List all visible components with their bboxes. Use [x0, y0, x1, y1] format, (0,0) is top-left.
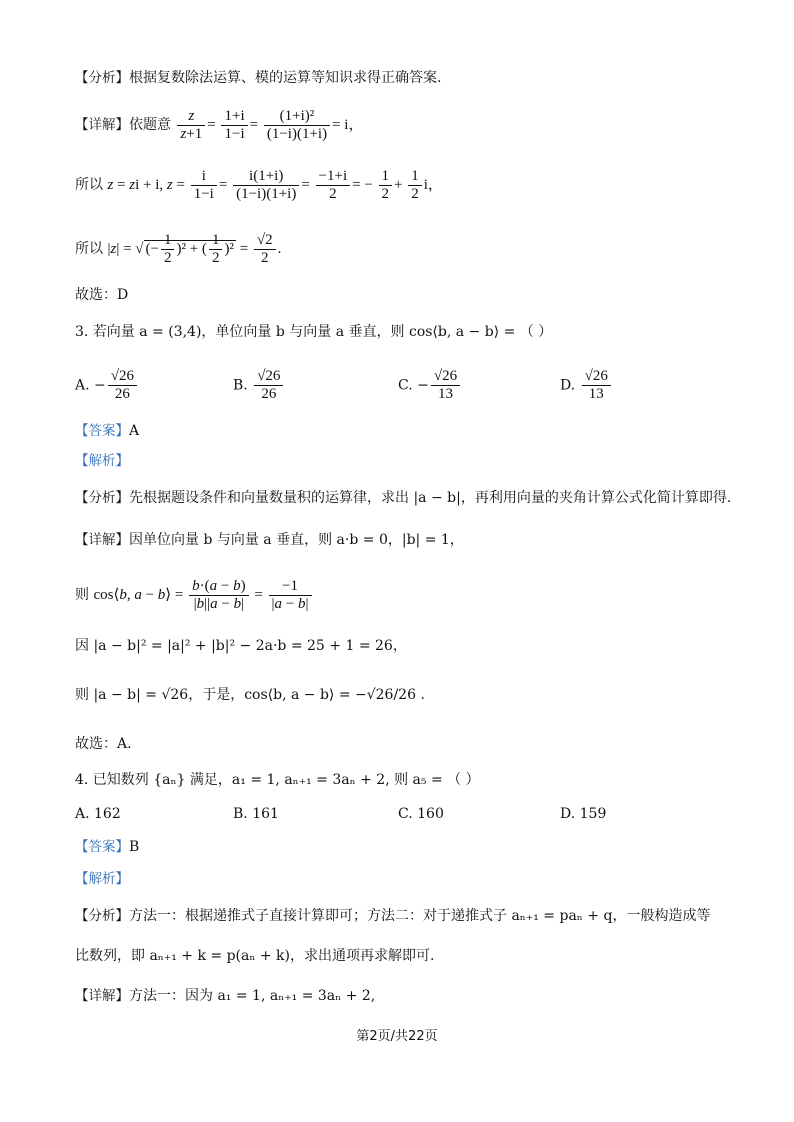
q3-option-d: D. $\frac{√26}{13}$: [560, 368, 613, 403]
q2-choice: 故选：D: [75, 287, 129, 303]
q3-choice: 故选：A.: [75, 736, 132, 752]
q3-result-line: 则 |a − b| = √26，于是，cos⟨b, a − b⟩ = −√26/26 .: [75, 687, 425, 703]
q3-option-a: A. − $\frac{√26}{26}$: [75, 368, 139, 403]
q4-stem: 4. 已知数列 {aₙ} 满足，a₁ = 1, aₙ₊₁ = 3aₙ + 2, 则 a₅ = （ ）: [75, 772, 480, 788]
q2-detail-line2: 所以 z = zi + i, z = $\frac{i}{1-i}$ = $\frac{i(1+i)}{(1-i)(1+i)}$ = $\frac{-1+i}{2}$ = − $\frac{1}{2}$ + $\frac{1}{2}$ i，: [75, 168, 443, 202]
q4-answer: 【答案】B: [75, 839, 140, 855]
q4-option-c: C. 160: [398, 806, 444, 822]
q2-equation-3: |z| = √ (− $\frac{1}{2}$ )² + ( $\frac{1}{2}$ )² = $\frac{√2}{2}$ .: [107, 232, 282, 266]
q4-detail: 【详解】方法一：因为 a₁ = 1, aₙ₊₁ = 3aₙ + 2,: [75, 988, 376, 1004]
q3-option-b: B. $\frac{√26}{26}$: [233, 368, 285, 403]
q2-detail-line3: 所以 |z| = √ (− $\frac{1}{2}$ )² + ( $\frac{1}{2}$ )² = $\frac{√2}{2}$ .: [75, 232, 282, 266]
q3-norm-line: 因 |a − b|² = |a|² + |b|² − 2a·b = 25 + 1 = 26，: [75, 638, 407, 654]
q3-parse-tag: 【解析】: [75, 453, 129, 469]
q4-analysis-line1: 【分析】方法一：根据递推式子直接计算即可；方法二：对于递推式子 aₙ₊₁ = paₙ + q，一般构造成等: [75, 908, 711, 924]
q3-analysis: 【分析】先根据题设条件和向量数量积的运算律，求出 |a − b|，再利用向量的夹角计算公式化简计算即得.: [75, 490, 732, 506]
q4-option-b: B. 161: [233, 806, 279, 822]
q3-cos-line: 则 cos⟨b, a − b⟩ = $\frac{b\cdot(a - b)}{|b||a - b|}$ = $\frac{-1}{|a - b|}$: [75, 578, 314, 613]
q3-answer: 【答案】A: [75, 423, 140, 439]
q2-equation-1: $\frac{z}{z+1}$ = $\frac{1+i}{1-i}$ = $\frac{\text{(1+i)²}}{(1-i)(1+i)}$ = i，: [175, 117, 363, 133]
q3-stem: 3. 若向量 a = (3,4)，单位向量 b 与向量 a 垂直，则 cos⟨b, a − b⟩ = （ ）: [75, 324, 553, 340]
page-footer: 第2页/共22页: [356, 1029, 438, 1044]
q2-analysis: 【分析】根据复数除法运算、模的运算等知识求得正确答案.: [75, 70, 442, 86]
q4-option-a: A. 162: [75, 806, 121, 822]
q2-equation-2: z = zi + i, z = $\frac{i}{1-i}$ = $\frac{i(1+i)}{(1-i)(1+i)}$ = $\frac{-1+i}{2}$ = − $\frac{1}{2}$ + $\frac{1}{2}$ i，: [107, 168, 443, 202]
q4-analysis-line2: 比数列，即 aₙ₊₁ + k = p(aₙ + k)，求出通项再求解即可.: [75, 948, 435, 964]
q4-parse-tag: 【解析】: [75, 871, 129, 887]
q4-option-d: D. 159: [560, 806, 607, 822]
q3-cos-equation: cos⟨b, a − b⟩ = $\frac{b\cdot(a - b)}{|b||a - b|}$ = $\frac{-1}{|a - b|}$: [93, 587, 313, 603]
q3-detail: 【详解】因单位向量 b 与向量 a 垂直，则 a·b = 0，|b| = 1，: [75, 532, 464, 548]
q3-option-c: C. − $\frac{√26}{13}$: [398, 368, 462, 403]
q2-detail-line1: 【详解】依题意 $\frac{z}{z+1}$ = $\frac{1+i}{1-i}$ = $\frac{\text{(1+i)²}}{(1-i)(1+i)}$ = i，: [75, 108, 364, 142]
